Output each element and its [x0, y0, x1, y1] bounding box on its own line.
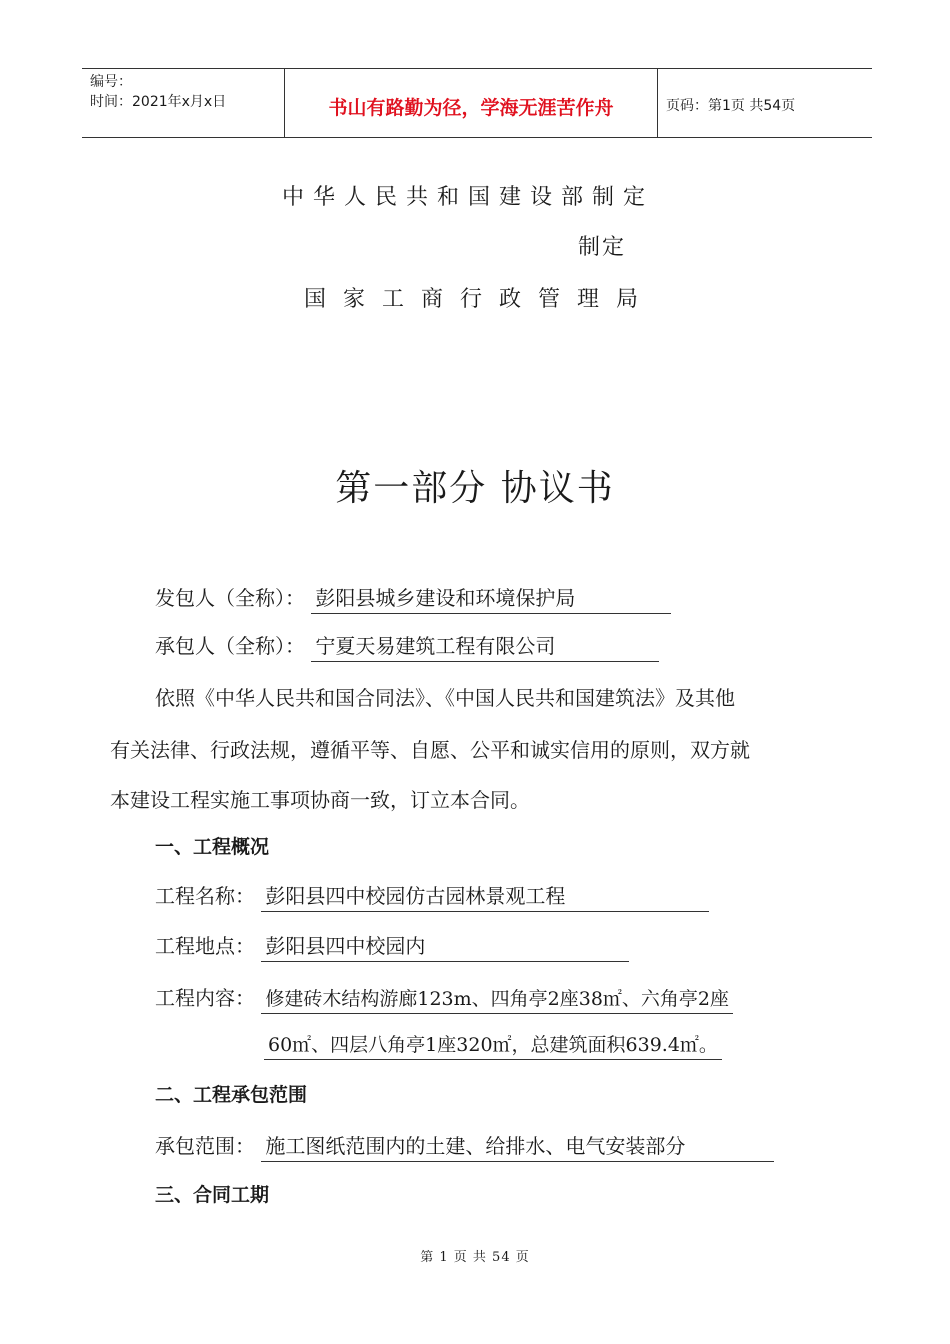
issuer-made-label: 制定 [578, 235, 627, 260]
section-1-heading: 一、工程概况 [155, 836, 270, 858]
scope-label: 承包范围： [155, 1134, 255, 1158]
project-name-label: 工程名称： [155, 884, 255, 908]
header-page-info: 页码：第1页 共54页 [666, 98, 796, 114]
contractor-label: 承包人（全称）： [155, 634, 305, 658]
page-footer: 第 1 页 共 54 页 [420, 1250, 530, 1265]
project-location-label: 工程地点： [155, 934, 255, 958]
project-content-row [155, 982, 733, 1014]
header-meta-cell [82, 69, 284, 137]
document-title: 第一部分 协议书 [335, 468, 615, 509]
project-location-row [155, 930, 629, 962]
project-location-value: 彭阳县四中校园内 [261, 930, 629, 962]
preamble-line-2: 有关法律、行政法规，遵循平等、自愿、公平和诚实信用的原则，双方就 [110, 738, 750, 762]
section-2-heading: 二、工程承包范围 [155, 1084, 308, 1106]
project-content-label: 工程内容： [155, 986, 255, 1010]
project-name-row [155, 880, 709, 912]
header-slogan-cell [284, 69, 658, 137]
employer-label: 发包人（全称）： [155, 586, 305, 610]
project-content-line-2-row [264, 1030, 722, 1060]
preamble-line-3: 本建设工程实施工事项协商一致，订立本合同。 [110, 788, 530, 812]
issuer-ministry: 中华人民共和国建设部制定 [282, 185, 655, 210]
document-time-label: 时间：2021年x月x日 [90, 94, 227, 110]
employer-value: 彭阳县城乡建设和环境保护局 [311, 582, 671, 614]
section-3-heading: 三、合同工期 [155, 1184, 270, 1206]
project-name-value: 彭阳县四中校园仿古园林景观工程 [261, 880, 709, 912]
header-page-cell [656, 69, 872, 137]
document-number-label: 编号： [90, 74, 132, 90]
preamble-line-1: 依照《中华人民共和国合同法》、《中国人民共和国建筑法》及其他 [155, 686, 735, 710]
employer-row [155, 582, 671, 614]
header-slogan: 书山有路勤为径，学海无涯苦作舟 [328, 97, 614, 119]
scope-value: 施工图纸范围内的土建、给排水、电气安装部分 [261, 1130, 774, 1162]
scope-row [155, 1130, 774, 1162]
contractor-value: 宁夏天易建筑工程有限公司 [311, 630, 659, 662]
contractor-row [155, 630, 659, 662]
issuer-administration: 国家工商行政管理局 [304, 287, 656, 312]
header-table [82, 68, 872, 138]
project-content-line-2: 60㎡、四层八角亭1座320㎡，总建筑面积639.4㎡。 [264, 1030, 722, 1060]
project-content-line-1: 修建砖木结构游廊123m、四角亭2座38㎡、六角亭2座 [261, 984, 733, 1014]
